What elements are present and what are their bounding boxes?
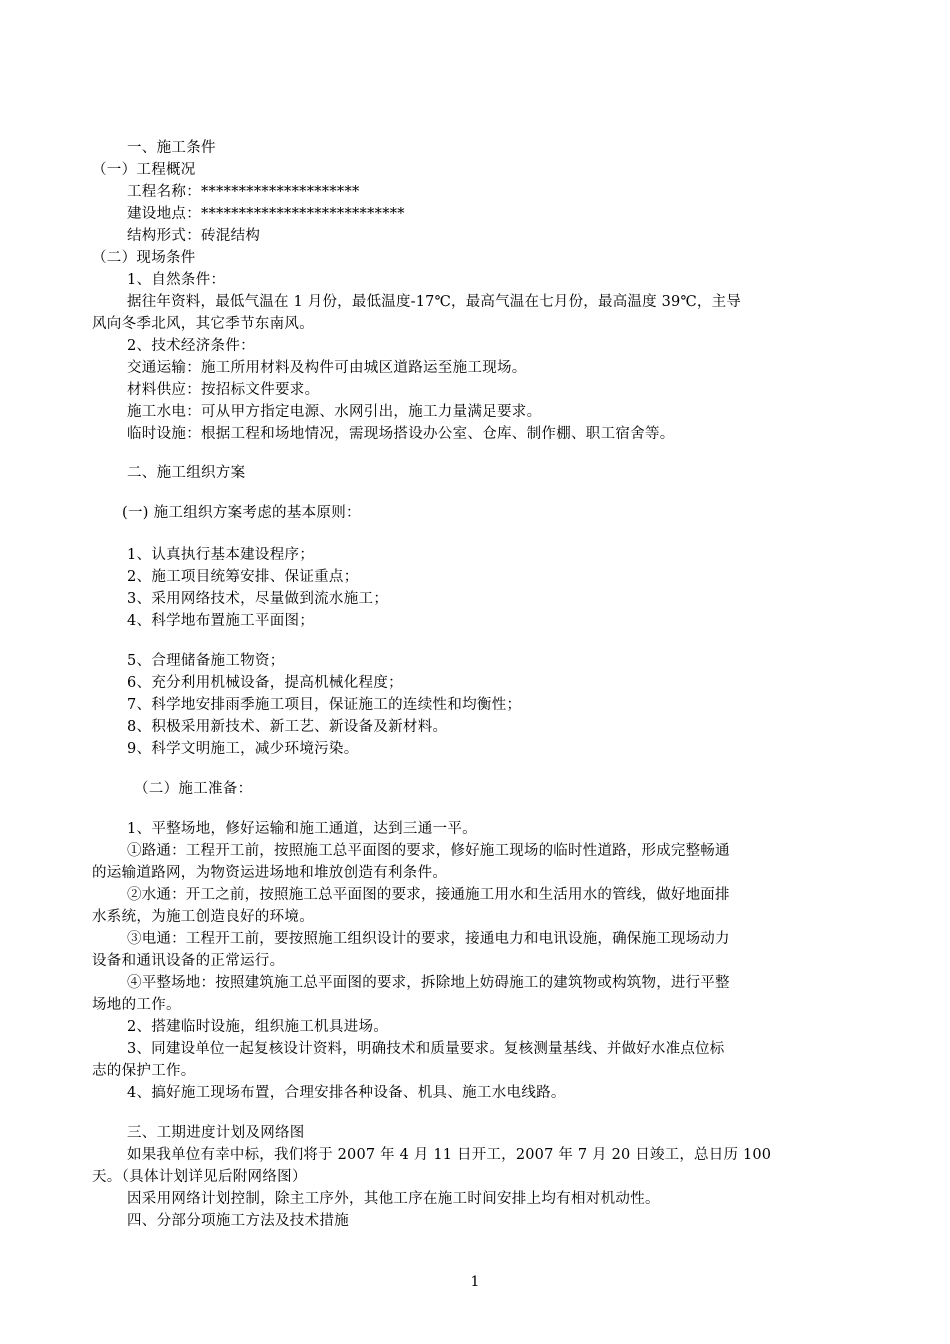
power-line1: ③电通：工程开工前，要按照施工组织设计的要求，接通电力和电讯设施，确保施工现场动力	[127, 931, 730, 947]
principle-item: 2、施工项目统筹安排、保证重点；	[127, 569, 359, 585]
water-line2: 水系统，为施工创造良好的环境。	[92, 909, 314, 925]
principle-item: 1、认真执行基本建设程序；	[127, 547, 315, 563]
project-name: 工程名称：*********************	[127, 184, 360, 200]
natural-line1: 据往年资料，最低气温在 1 月份，最低温度-17℃，最高气温在七月份，最高温度 39℃，主导	[127, 294, 741, 310]
level-line2: 场地的工作。	[92, 997, 181, 1013]
prep-item-2: 2、搭建临时设施，组织施工机具进场。	[127, 1019, 389, 1035]
prep-item-4: 4、搞好施工现场布置，合理安排各种设备、机具、施工水电线路。	[127, 1085, 566, 1101]
power-line2: 设备和通讯设备的正常运行。	[92, 953, 285, 969]
tech-title: 2、技术经济条件：	[127, 338, 255, 354]
section3-title: 三、工期进度计划及网络图	[127, 1125, 305, 1141]
principle-item: 8、积极采用新技术、新工艺、新设备及新材料。	[127, 719, 448, 735]
principles-title: (一) 施工组织方案考虑的基本原则：	[122, 505, 361, 521]
schedule-line1: 如果我单位有幸中标，我们将于 2007 年 4 月 11 日开工，2007 年 7 月 20 日竣工，总日历 100	[127, 1147, 772, 1163]
water-power-line: 施工水电：可从甲方指定电源、水网引出，施工力量满足要求。	[127, 404, 542, 420]
principle-item: 4、科学地布置施工平面图；	[127, 613, 315, 629]
prep-item-3-line1: 3、同建设单位一起复核设计资料，明确技术和质量要求。复核测量基线、并做好水准点位标	[127, 1041, 725, 1057]
natural-title: 1、自然条件：	[127, 272, 226, 288]
section4-title: 四、分部分项施工方法及技术措施	[127, 1213, 349, 1229]
temp-facilities-line: 临时设施：根据工程和场地情况，需现场搭设办公室、仓库、制作棚、职工宿舍等。	[127, 426, 675, 442]
traffic-line: 交通运输：施工所用材料及构件可由城区道路运至施工现场。	[127, 360, 527, 376]
section1-title: 一、施工条件	[127, 140, 216, 156]
natural-line2: 风向冬季北风，其它季节东南风。	[92, 316, 314, 332]
page-number: 1	[470, 1274, 480, 1290]
road-line1: ①路通：工程开工前，按照施工总平面图的要求，修好施工现场的临时性道路，形成完整畅通	[127, 843, 730, 859]
schedule-line3: 因采用网络计划控制，除主工序外，其他工序在施工时间安排上均有相对机动性。	[127, 1191, 660, 1207]
principle-item: 5、合理储备施工物资；	[127, 653, 285, 669]
water-line1: ②水通：开工之前，按照施工总平面图的要求，接通施工用水和生活用水的管线，做好地面排	[127, 887, 730, 903]
section1-sub1: （一）工程概况	[92, 162, 196, 178]
principle-item: 9、科学文明施工，减少环境污染。	[127, 741, 359, 757]
project-structure: 结构形式：砖混结构	[127, 228, 261, 244]
section1-sub2: （二）现场条件	[92, 250, 196, 266]
level-line1: ④平整场地：按照建筑施工总平面图的要求，拆除地上妨碍施工的建筑物或构筑物，进行平整	[127, 975, 730, 991]
road-line2: 的运输道路网，为物资运进场地和堆放创造有利条件。	[92, 865, 448, 881]
principle-item: 7、科学地安排雨季施工项目，保证施工的连续性和均衡性；	[127, 697, 522, 713]
principle-item: 3、采用网络技术，尽量做到流水施工；	[127, 591, 389, 607]
project-site: 建设地点：***************************	[127, 206, 405, 222]
principle-item: 6、充分利用机械设备，提高机械化程度；	[127, 675, 403, 691]
prep-title: （二）施工准备：	[134, 781, 253, 797]
prep-item-1: 1、平整场地，修好运输和施工通道，达到三通一平。	[127, 821, 477, 837]
prep-item-3-line2: 志的保护工作。	[92, 1063, 196, 1079]
section2-title: 二、施工组织方案	[127, 465, 246, 481]
materials-line: 材料供应：按招标文件要求。	[127, 382, 320, 398]
schedule-line2: 天。（具体计划详见后附网络图）	[92, 1169, 307, 1185]
